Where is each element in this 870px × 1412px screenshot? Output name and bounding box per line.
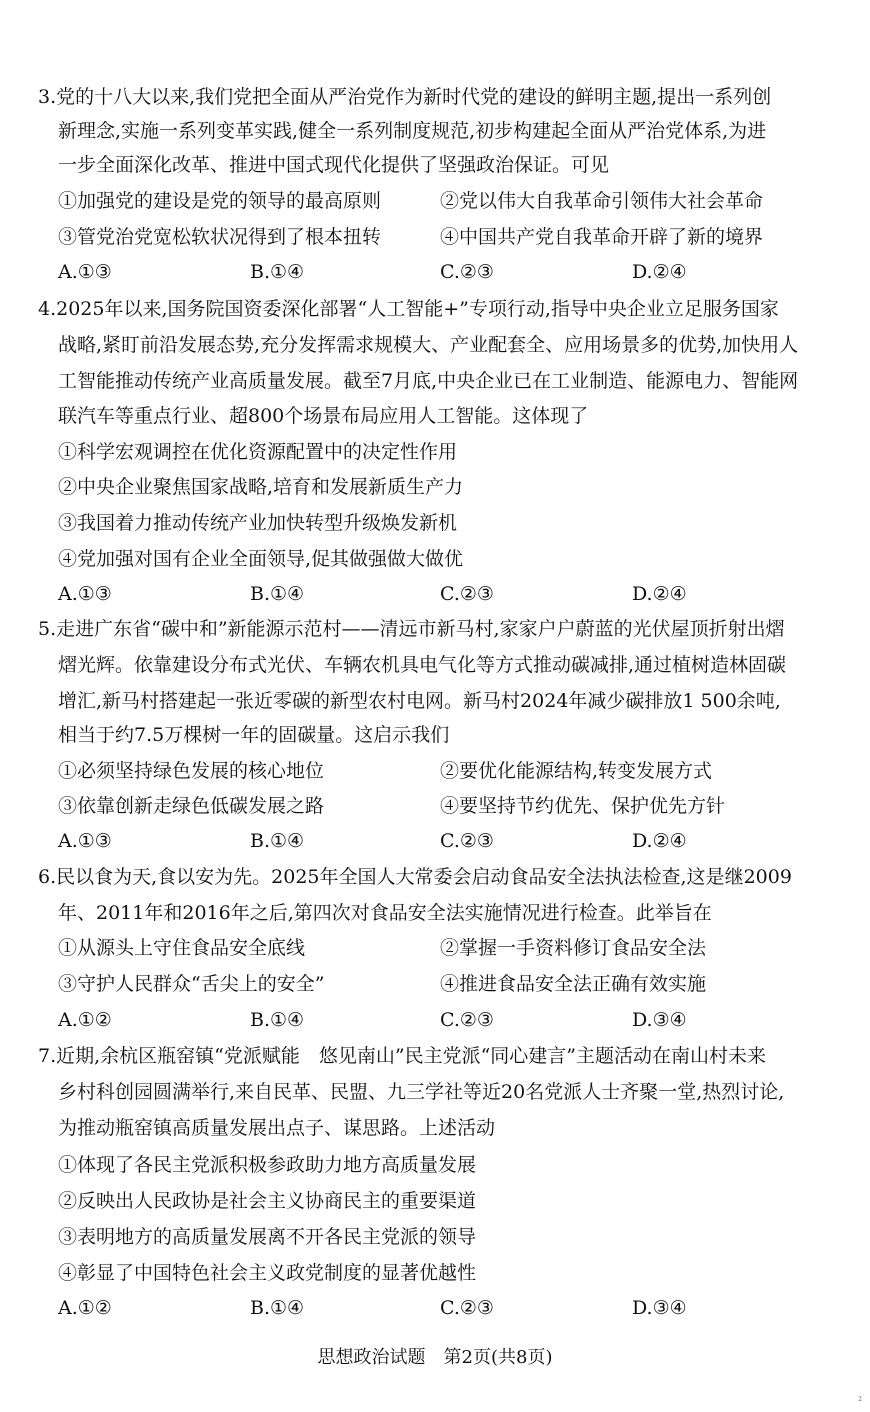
choice-c: C.②③ (440, 830, 494, 852)
question-stem-line: 相当于约7.5万棵树一年的固碳量。这启示我们 (58, 724, 450, 746)
statement-3: ③表明地方的高质量发展离不开各民主党派的领导 (58, 1226, 477, 1248)
statement-1: ①从源头上守住食品安全底线 (58, 937, 306, 959)
choice-a: A.①② (58, 1009, 112, 1031)
statement-1: ①科学宏观调控在优化资源配置中的决定性作用 (58, 441, 458, 463)
question-stem-line: 工智能推动传统产业高质量发展。截至7月底,中央企业已在工业制造、能源电力、智能网 (58, 370, 799, 392)
statement-3: ③管党治党宽松软状况得到了根本扭转 (58, 226, 382, 248)
question-stem-line: 熠光辉。依靠建设分布式光伏、车辆农机具电气化等方式推动碳减排,通过植树造林固碳 (58, 654, 787, 676)
question-stem-line: 联汽车等重点行业、超800个场景布局应用人工智能。这体现了 (58, 405, 589, 427)
statement-3: ③守护人民群众“舌尖上的安全” (58, 973, 325, 995)
question-stem-line: 3.党的十八大以来,我们党把全面从严治党作为新时代党的建设的鲜明主题,提出一系列创 (38, 86, 772, 108)
choice-c: C.②③ (440, 261, 494, 283)
choice-d: D.②④ (632, 583, 687, 605)
statement-1: ①必须坚持绿色发展的核心地位 (58, 760, 325, 782)
choice-c: C.②③ (440, 1009, 494, 1031)
choice-d: D.②④ (632, 830, 687, 852)
statement-2: ②要优化能源结构,转变发展方式 (440, 760, 713, 782)
choice-b: B.①④ (250, 1009, 305, 1031)
question-stem-line: 乡村科创园圆满举行,来自民革、民盟、九三学社等近20名党派人士齐聚一堂,热烈讨论, (58, 1081, 785, 1103)
question-stem-line: 4.2025年以来,国务院国资委深化部署“人工智能+”专项行动,指导中央企业立足服务国家 (38, 298, 779, 320)
question-stem-line: 5.走进广东省“碳中和”新能源示范村——清远市新马村,家家户户蔚蓝的光伏屋顶折射出熠 (38, 618, 785, 640)
page-footer: 思想政治试题 第2页(共8页) (317, 1347, 553, 1368)
choice-b: B.①④ (250, 830, 305, 852)
statement-3: ③我国着力推动传统产业加快转型升级焕发新机 (58, 512, 458, 534)
page-mark: 2 (858, 1396, 862, 1403)
statement-2: ②掌握一手资料修订食品安全法 (440, 937, 707, 959)
statement-1: ①体现了各民主党派积极参政助力地方高质量发展 (58, 1154, 477, 1176)
statement-2: ②党以伟大自我革命引领伟大社会革命 (440, 190, 764, 212)
question-stem-line: 7.近期,余杭区瓶窑镇“党派赋能 悠见南山”民主党派“同心建言”主题活动在南山村未来 (38, 1045, 767, 1067)
choice-a: A.①③ (58, 583, 112, 605)
choice-a: A.①② (58, 1297, 112, 1319)
choice-c: C.②③ (440, 583, 494, 605)
choice-a: A.①③ (58, 830, 112, 852)
statement-4: ④中国共产党自我革命开辟了新的境界 (440, 226, 764, 248)
statement-4: ④彰显了中国特色社会主义政党制度的显著优越性 (58, 1262, 477, 1284)
question-stem-line: 6.民以食为天,食以安为先。2025年全国人大常委会启动食品安全法执法检查,这是继2009 (38, 866, 792, 888)
statement-1: ①加强党的建设是党的领导的最高原则 (58, 190, 382, 212)
statement-3: ③依靠创新走绿色低碳发展之路 (58, 795, 325, 817)
statement-4: ④党加强对国有企业全面领导,促其做强做大做优 (58, 548, 464, 570)
choice-a: A.①③ (58, 261, 112, 283)
question-stem-line: 战略,紧盯前沿发展态势,充分发挥需求规模大、产业配套全、应用场景多的优势,加快用人 (58, 334, 799, 356)
choice-c: C.②③ (440, 1297, 494, 1319)
question-stem-line: 年、2011年和2016年之后,第四次对食品安全法实施情况进行检查。此举旨在 (58, 902, 712, 924)
choice-d: D.③④ (632, 1009, 687, 1031)
choice-d: D.③④ (632, 1297, 687, 1319)
statement-2: ②中央企业聚焦国家战略,培育和发展新质生产力 (58, 476, 464, 498)
question-stem-line: 增汇,新马村搭建起一张近零碳的新型农村电网。新马村2024年减少碳排放1 500余吨, (58, 690, 781, 712)
question-stem-line: 新理念,实施一系列变革实践,健全一系列制度规范,初步构建起全面从严治党体系,为进 (58, 120, 767, 142)
choice-b: B.①④ (250, 1297, 305, 1319)
statement-2: ②反映出人民政协是社会主义协商民主的重要渠道 (58, 1190, 477, 1212)
question-stem-line: 一步全面深化改革、推进中国式现代化提供了坚强政治保证。可见 (58, 154, 610, 176)
choice-d: D.②④ (632, 261, 687, 283)
choice-b: B.①④ (250, 583, 305, 605)
statement-4: ④要坚持节约优先、保护优先方针 (440, 795, 726, 817)
choice-b: B.①④ (250, 261, 305, 283)
statement-4: ④推进食品安全法正确有效实施 (440, 973, 707, 995)
question-stem-line: 为推动瓶窑镇高质量发展出点子、谋思路。上述活动 (58, 1117, 496, 1139)
